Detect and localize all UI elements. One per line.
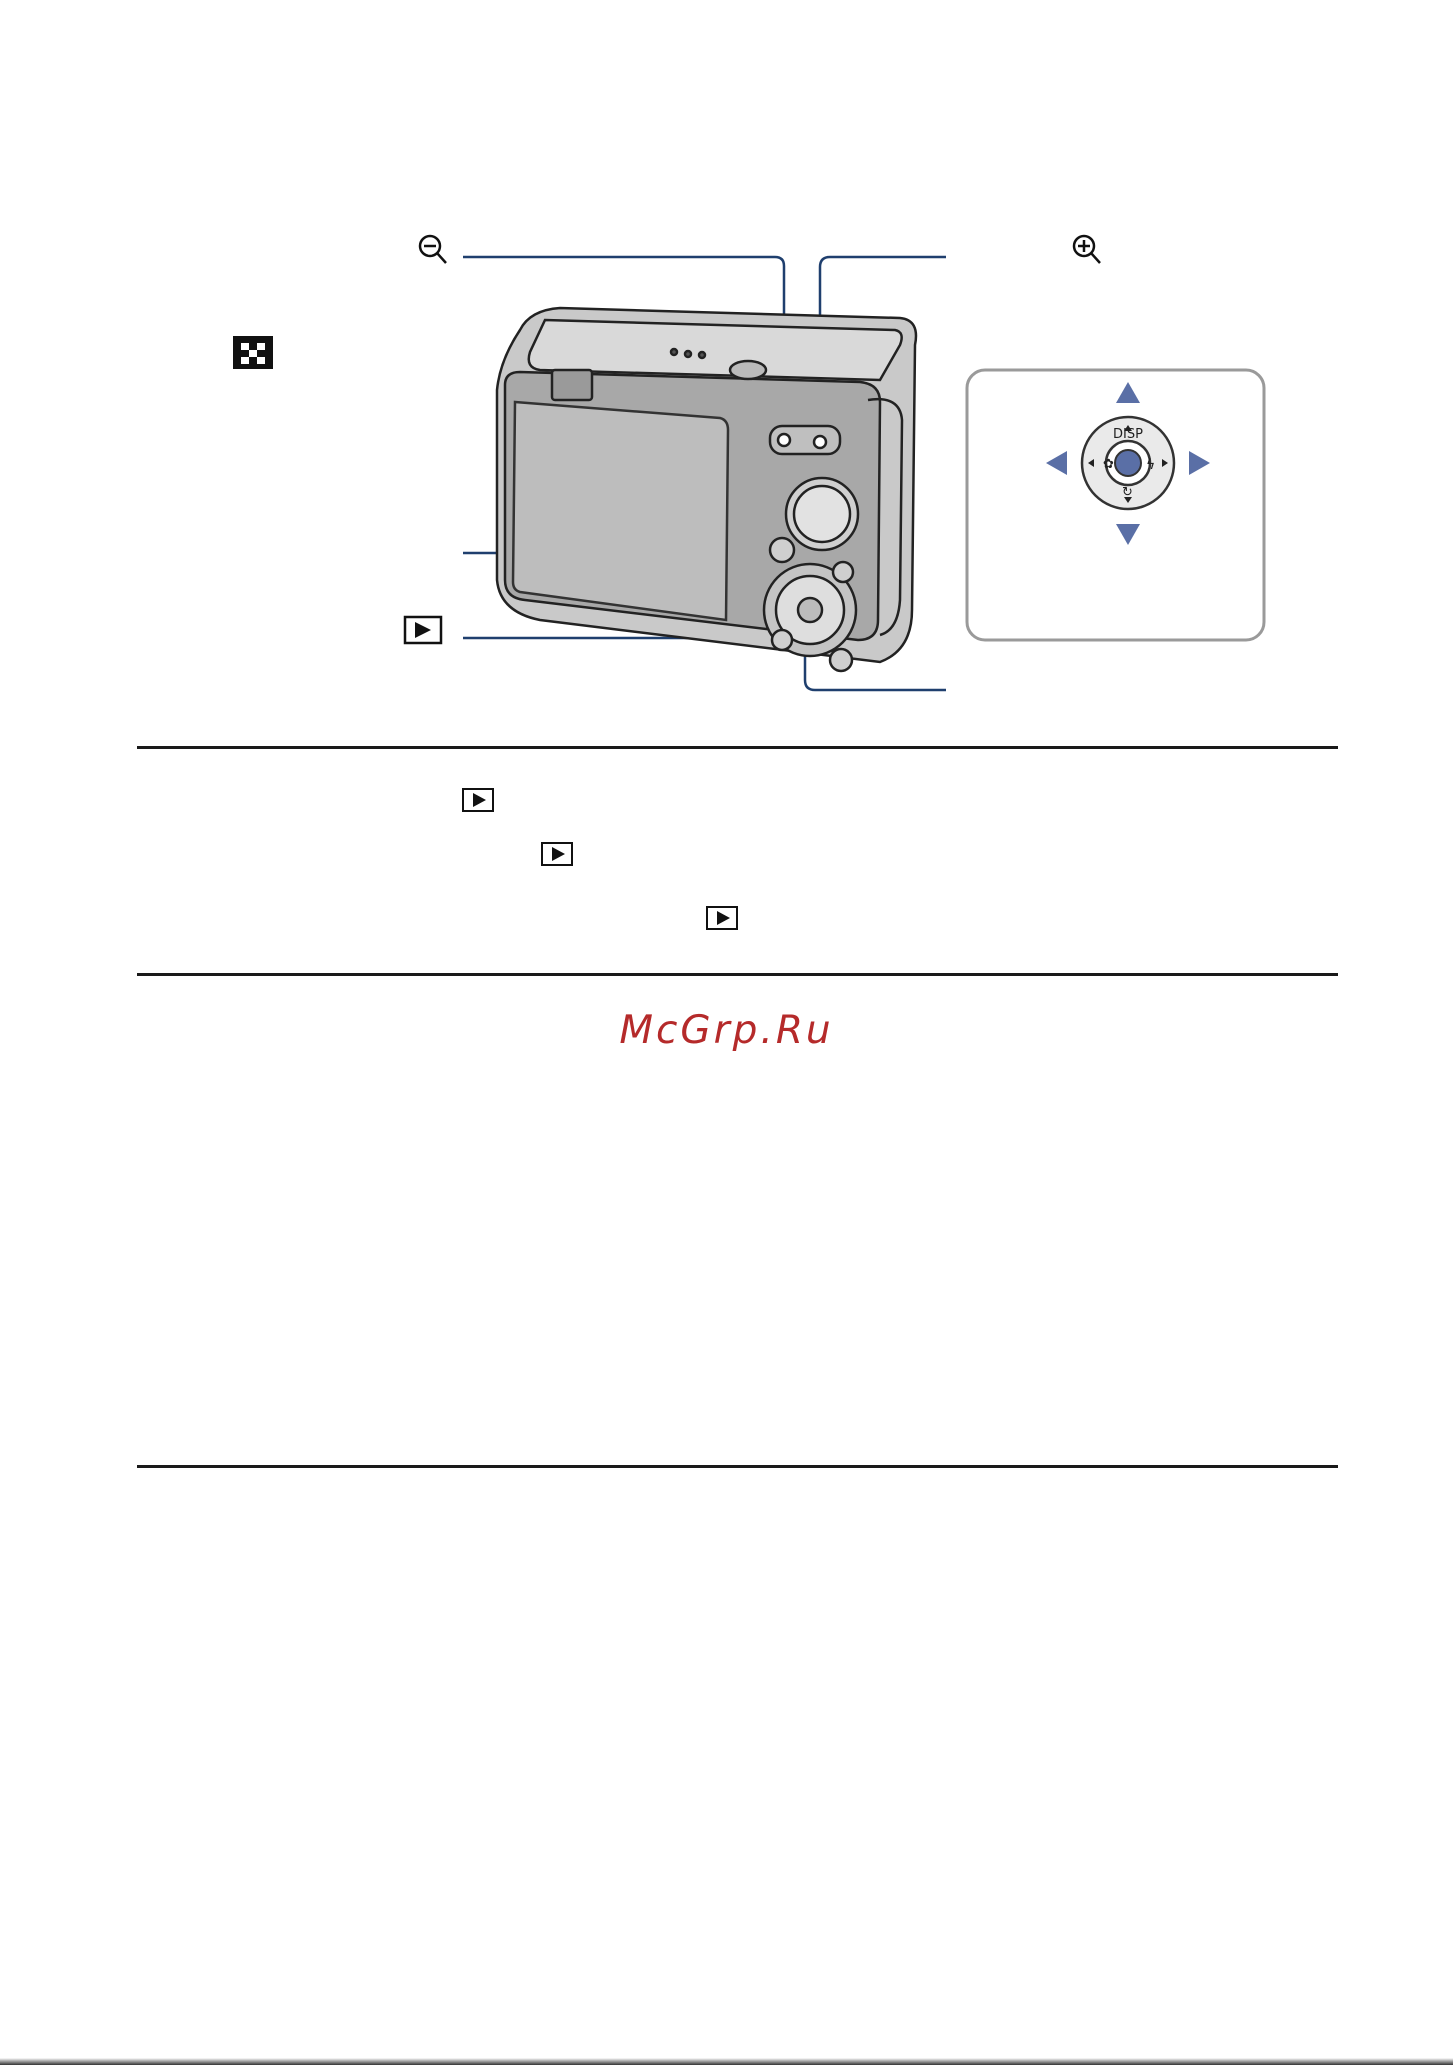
disp-label: DISP bbox=[1113, 427, 1143, 442]
index-grid-icon bbox=[233, 336, 273, 369]
svg-text:↻: ↻ bbox=[1122, 485, 1133, 500]
svg-text:✿: ✿ bbox=[1103, 457, 1114, 472]
playback-icon bbox=[462, 788, 494, 812]
playback-icon bbox=[706, 906, 738, 930]
watermark: McGrp.Ru bbox=[619, 1008, 834, 1053]
zoom-out-icon bbox=[420, 236, 446, 263]
zoom-in-icon bbox=[1074, 236, 1100, 263]
control-button-inset bbox=[967, 370, 1264, 640]
playback-icon bbox=[541, 842, 573, 866]
page-edge bbox=[0, 2058, 1453, 2065]
svg-text:ϟ: ϟ bbox=[1146, 457, 1156, 473]
section-rule-top bbox=[137, 746, 1338, 749]
camera-body bbox=[497, 308, 916, 671]
section-rule-bottom bbox=[137, 1465, 1338, 1468]
section-rule-middle bbox=[137, 973, 1338, 976]
playback-icon bbox=[405, 617, 441, 643]
camera-illustration bbox=[0, 0, 1453, 720]
